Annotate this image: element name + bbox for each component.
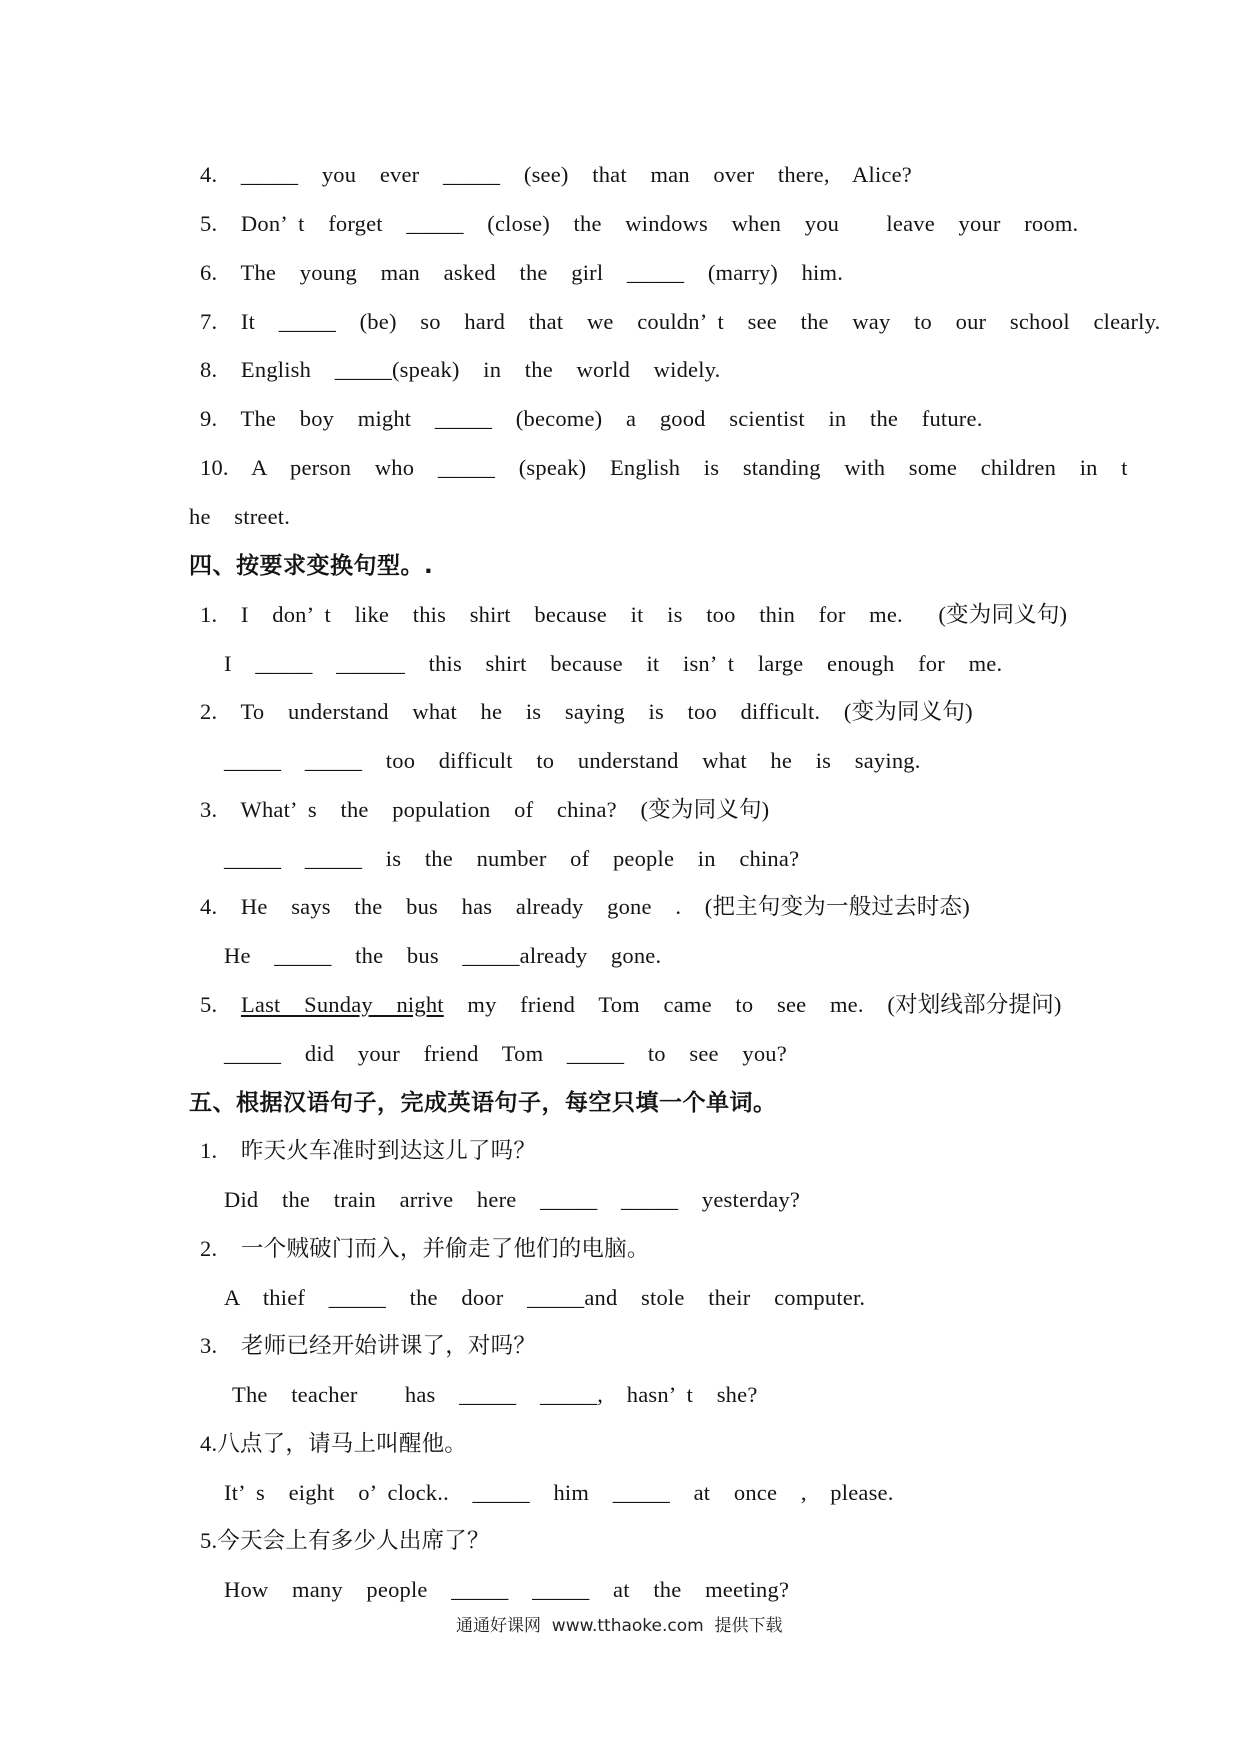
- section-4-heading: 四、按要求变换句型。.: [189, 553, 434, 579]
- exercise-item-10: 10. A person who _____ (speak) English is standing with some children in t: [200, 455, 1128, 480]
- exercise-item-5: 5. Don’ t forget _____ (close) the windows when you leave your room.: [200, 211, 1079, 236]
- transform-item-5: [200, 990, 1062, 1020]
- transform-item-3-answer: _____ _____ is the number of people in china?: [224, 846, 800, 871]
- transform-item-2-answer: _____ _____ too difficult to understand what he is saying.: [224, 748, 921, 773]
- transform-item-5-number: 5.: [200, 992, 241, 1017]
- translation-item-3-english: The teacher has _____ _____, hasn’ t she?: [232, 1382, 758, 1407]
- exercise-item-8: 8. English _____(speak) in the world widely.: [200, 357, 721, 382]
- translation-item-5-english: How many people _____ _____ at the meeting?: [224, 1577, 790, 1602]
- transform-item-3: 3. What’ s the population of china? (变为同义句): [200, 797, 770, 822]
- exercise-item-9: 9. The boy might _____ (become) a good scientist in the future.: [200, 406, 983, 431]
- translation-item-1-chinese: 1. 昨天火车准时到达这儿了吗？: [200, 1138, 537, 1163]
- exercise-item-6: 6. The young man asked the girl _____ (marry) him.: [200, 260, 844, 285]
- transform-item-1: 1. I don’ t like this shirt because it is too thin for me. (变为同义句): [200, 602, 1068, 627]
- section-5-heading: 五、根据汉语句子，完成英语句子，每空只填一个单词。: [189, 1090, 777, 1116]
- transform-item-1-answer: I _____ ______ this shirt because it isn’ t large enough for me.: [224, 651, 1003, 676]
- exercise-item-4: 4. _____ you ever _____ (see) that man over there, Alice?: [200, 162, 912, 187]
- transform-item-5-answer: _____ did your friend Tom _____ to see you?: [224, 1041, 787, 1066]
- underlined-phrase: Last Sunday night: [240, 992, 444, 1017]
- transform-item-4-answer: He _____ the bus _____already gone.: [224, 943, 662, 968]
- transform-item-5-rest: my friend Tom came to see me. (对划线部分提问): [443, 992, 1062, 1017]
- transform-item-2: 2. To understand what he is saying is too difficult. (变为同义句): [200, 699, 973, 724]
- transform-item-4: 4. He says the bus has already gone . (把主句变为一般过去时态): [200, 894, 970, 919]
- translation-item-2-chinese: 2. 一个贼破门而入，并偷走了他们的电脑。: [200, 1236, 650, 1261]
- exercise-item-10-continued: he street.: [189, 504, 291, 529]
- translation-item-3-chinese: 3. 老师已经开始讲课了，对吗？: [200, 1333, 537, 1358]
- translation-item-4-chinese: 4.八点了，请马上叫醒他。: [200, 1431, 467, 1456]
- translation-item-1-english: Did the train arrive here _____ _____ yesterday?: [224, 1187, 801, 1212]
- exercise-item-7: 7. It _____ (be) so hard that we couldn’ t see the way to our school clearly.: [200, 309, 1161, 334]
- translation-item-4-english: It’ s eight o’ clock.. _____ him _____ at once , please.: [224, 1480, 894, 1505]
- page-footer: 通通好课网 www.tthaoke.com 提供下载: [456, 1616, 783, 1636]
- translation-item-5-chinese: 5.今天会上有多少人出席了？: [200, 1528, 490, 1553]
- translation-item-2-english: A thief _____ the door _____and stole their computer.: [224, 1285, 866, 1310]
